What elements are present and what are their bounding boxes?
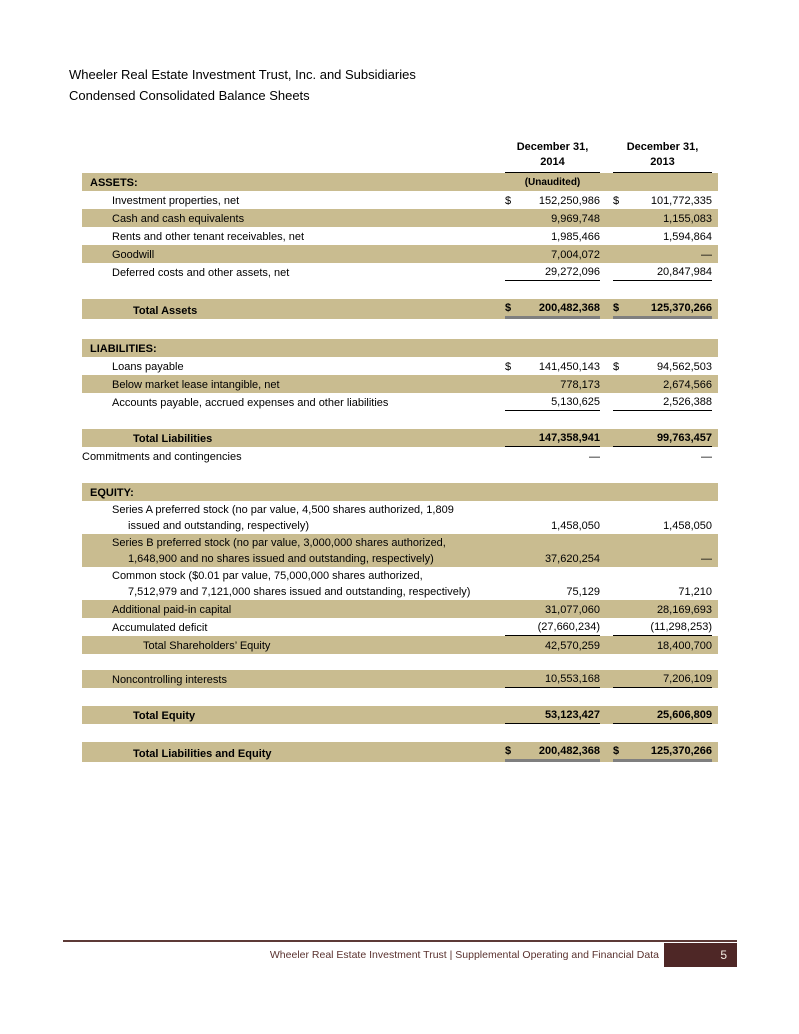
value-number: 10,553,168 bbox=[544, 673, 600, 685]
value-number: 147,358,941 bbox=[538, 432, 600, 444]
row-label bbox=[82, 229, 505, 245]
row-label bbox=[82, 211, 505, 227]
value-number: 20,847,984 bbox=[656, 266, 712, 278]
value-number: 75,129 bbox=[566, 586, 600, 598]
row-assets-header bbox=[82, 173, 718, 191]
value-number: 53,123,427 bbox=[544, 709, 600, 721]
dollar-sign: $ bbox=[613, 302, 620, 314]
row-label bbox=[82, 341, 505, 357]
value-number: 5,130,625 bbox=[551, 396, 600, 408]
column-headers bbox=[82, 140, 718, 173]
row-label bbox=[82, 265, 505, 281]
value-number: 2,526,388 bbox=[663, 396, 712, 408]
row-rents-receivables bbox=[82, 227, 718, 245]
row-label-line1: Additional paid-in capital bbox=[112, 604, 232, 616]
row-label-line1: Total Equity bbox=[133, 710, 196, 722]
value-cell-c1 bbox=[505, 743, 600, 762]
value-cell-c1 bbox=[505, 707, 600, 724]
row-additional-paid-in-capital bbox=[82, 600, 718, 618]
row-total-shareholders-equity bbox=[82, 636, 718, 654]
row-deferred-costs bbox=[82, 263, 718, 281]
row-spacer bbox=[82, 654, 718, 670]
value-cell-c1 bbox=[505, 638, 600, 654]
value-number: 9,969,748 bbox=[551, 213, 600, 225]
value-number: 7,206,109 bbox=[663, 673, 712, 685]
value-cell-c1 bbox=[505, 518, 600, 534]
balance-sheet-table bbox=[82, 140, 718, 762]
value-cell-c1 bbox=[505, 430, 600, 447]
row-spacer bbox=[82, 724, 718, 742]
row-label bbox=[82, 502, 505, 534]
value-cell-c1 bbox=[505, 300, 600, 319]
row-label-line1: Common stock ($0.01 par value, 75,000,000 shares authorized, bbox=[112, 570, 423, 582]
value-cell-c1 bbox=[505, 377, 600, 393]
value-number: 1,458,050 bbox=[551, 520, 600, 532]
document-title bbox=[69, 64, 416, 106]
value-cell-c1 bbox=[505, 449, 600, 465]
row-label-line1: Rents and other tenant receivables, net bbox=[112, 231, 305, 243]
row-label-line1: Accumulated deficit bbox=[112, 622, 208, 634]
value-number: 200,482,368 bbox=[538, 302, 600, 314]
value-cell-c2 bbox=[613, 229, 712, 245]
value-number: — bbox=[701, 249, 712, 261]
row-label-line2: 7,512,979 and 7,121,000 shares issued and outstanding, respectively) bbox=[128, 586, 471, 598]
value-number: 71,210 bbox=[678, 586, 712, 598]
value-cell-c2 bbox=[613, 707, 712, 724]
row-below-market-lease bbox=[82, 375, 718, 393]
document-title-line2: Condensed Consolidated Balance Sheets bbox=[69, 88, 310, 103]
row-common-stock bbox=[82, 567, 718, 600]
row-label bbox=[82, 303, 505, 319]
row-label bbox=[82, 485, 505, 501]
value-number: 37,620,254 bbox=[544, 553, 600, 565]
column-header-2013 bbox=[613, 140, 712, 173]
row-spacer bbox=[82, 281, 718, 299]
column-header-2014-line2: 2014 bbox=[540, 156, 565, 168]
value-cell-c1 bbox=[505, 211, 600, 227]
value-cell-c2 bbox=[613, 377, 712, 393]
value-number: 125,370,266 bbox=[650, 745, 712, 757]
row-label-line1: Series A preferred stock (no par value, 4,500 shares authorized, 1,809 bbox=[112, 504, 454, 516]
dollar-sign: $ bbox=[613, 745, 620, 757]
value-cell-c1 bbox=[505, 671, 600, 688]
value-number: 778,173 bbox=[560, 379, 600, 391]
row-cash-and-equivalents bbox=[82, 209, 718, 227]
row-label bbox=[82, 568, 505, 600]
value-cell-c1 bbox=[505, 619, 600, 636]
row-loans-payable bbox=[82, 357, 718, 375]
row-label-line1: Cash and cash equivalents bbox=[112, 213, 245, 225]
value-number: 29,272,096 bbox=[544, 266, 600, 278]
row-label bbox=[82, 708, 505, 724]
row-label bbox=[82, 175, 505, 191]
row-label-line1: Below market lease intangible, net bbox=[112, 379, 280, 391]
value-number: — bbox=[701, 451, 712, 463]
value-cell-c2 bbox=[613, 300, 712, 319]
value-number: (27,660,234) bbox=[537, 621, 600, 633]
value-number: 152,250,986 bbox=[538, 195, 600, 207]
row-label bbox=[82, 395, 505, 411]
value-cell-c2 bbox=[613, 551, 712, 567]
footer-text: Wheeler Real Estate Investment Trust | Supplemental Operating and Financial Data bbox=[269, 949, 659, 961]
row-total-equity bbox=[82, 706, 718, 724]
row-goodwill bbox=[82, 245, 718, 263]
dollar-sign: $ bbox=[613, 195, 620, 207]
row-total-liabilities-and-equity bbox=[82, 742, 718, 762]
row-label-line1: Accounts payable, accrued expenses and other liabilities bbox=[112, 397, 389, 409]
row-label bbox=[82, 449, 505, 465]
row-equity-header bbox=[82, 483, 718, 501]
row-spacer bbox=[82, 688, 718, 706]
row-label-line1: Deferred costs and other assets, net bbox=[112, 267, 290, 279]
value-number: 7,004,072 bbox=[551, 249, 600, 261]
column-header-2013-line2: 2013 bbox=[650, 156, 675, 168]
document-title-line1: Wheeler Real Estate Investment Trust, Inc. and Subsidiaries bbox=[69, 67, 416, 82]
value-number: 99,763,457 bbox=[656, 432, 712, 444]
row-spacer bbox=[82, 465, 718, 483]
value-cell-c2 bbox=[613, 430, 712, 447]
value-number: 101,772,335 bbox=[650, 195, 712, 207]
value-cell-c1 bbox=[505, 229, 600, 245]
row-label bbox=[82, 359, 505, 375]
value-cell-c2 bbox=[613, 518, 712, 534]
value-number: 25,606,809 bbox=[656, 709, 712, 721]
value-cell-c2 bbox=[613, 359, 712, 375]
row-label bbox=[82, 535, 505, 567]
row-liabilities-header bbox=[82, 339, 718, 357]
column-header-2014-line1: December 31, bbox=[516, 141, 589, 153]
row-label bbox=[82, 247, 505, 263]
value-number: 1,594,864 bbox=[663, 231, 712, 243]
row-series-a-preferred bbox=[82, 501, 718, 534]
footer-divider-line bbox=[63, 940, 737, 942]
row-label-line2: 1,648,900 and no shares issued and outstanding, respectively) bbox=[128, 553, 434, 565]
row-noncontrolling-interests bbox=[82, 670, 718, 688]
value-number: 42,570,259 bbox=[544, 640, 600, 652]
value-cell-c2 bbox=[613, 743, 712, 762]
value-cell-c2 bbox=[613, 264, 712, 281]
value-cell-c1 bbox=[505, 193, 600, 209]
row-spacer bbox=[82, 319, 718, 339]
dollar-sign: $ bbox=[505, 745, 512, 757]
value-cell-c2 bbox=[613, 638, 712, 654]
row-accounts-payable bbox=[82, 393, 718, 411]
value-number: — bbox=[589, 451, 600, 463]
row-commitments-contingencies bbox=[82, 447, 718, 465]
row-label-line1: Total Liabilities and Equity bbox=[133, 748, 272, 760]
row-label bbox=[82, 377, 505, 393]
dollar-sign: $ bbox=[505, 195, 512, 207]
value-cell-c2 bbox=[613, 671, 712, 688]
value-number: 18,400,700 bbox=[656, 640, 712, 652]
value-number: 2,674,566 bbox=[663, 379, 712, 391]
value-number: 1,458,050 bbox=[663, 520, 712, 532]
value-number: 94,562,503 bbox=[656, 361, 712, 373]
value-number: 125,370,266 bbox=[650, 302, 712, 314]
value-cell-c1 bbox=[505, 247, 600, 263]
value-cell-c1 bbox=[505, 584, 600, 600]
value-cell-c2 bbox=[613, 619, 712, 636]
dollar-sign: $ bbox=[613, 361, 620, 373]
row-total-assets bbox=[82, 299, 718, 319]
row-label-line1: Noncontrolling interests bbox=[112, 674, 227, 686]
footer-bar bbox=[0, 943, 799, 967]
value-number: 200,482,368 bbox=[538, 745, 600, 757]
row-series-b-preferred bbox=[82, 534, 718, 567]
row-label bbox=[82, 746, 505, 762]
value-cell-c2 bbox=[613, 602, 712, 618]
row-total-liabilities bbox=[82, 429, 718, 447]
row-label-line1: Goodwill bbox=[112, 249, 155, 261]
value-cell-c2 bbox=[613, 211, 712, 227]
value-cell-c2 bbox=[613, 394, 712, 411]
table-body bbox=[82, 173, 718, 762]
value-cell-c1 bbox=[505, 394, 600, 411]
value-number: (11,298,253) bbox=[650, 621, 712, 633]
value-number: 1,155,083 bbox=[663, 213, 712, 225]
page-number-badge: 5 bbox=[664, 943, 737, 967]
row-label bbox=[82, 602, 505, 618]
column-header-2013-line1: December 31, bbox=[626, 141, 699, 153]
dollar-sign: $ bbox=[505, 302, 512, 314]
row-label bbox=[82, 620, 505, 636]
value-number: 1,985,466 bbox=[551, 231, 600, 243]
page-footer bbox=[0, 940, 799, 967]
row-label bbox=[82, 193, 505, 209]
row-label bbox=[82, 672, 505, 688]
row-label-line1: Commitments and contingencies bbox=[82, 451, 242, 463]
row-label-line1: Loans payable bbox=[112, 361, 184, 373]
row-label-line1: LIABILITIES: bbox=[90, 343, 157, 355]
value-number: 31,077,060 bbox=[544, 604, 600, 616]
value-number: — bbox=[701, 553, 712, 565]
value-cell-c2 bbox=[613, 584, 712, 600]
row-label-line1: Total Assets bbox=[133, 305, 198, 317]
value-number: 28,169,693 bbox=[656, 604, 712, 616]
value-cell-c1 bbox=[505, 551, 600, 567]
row-investment-properties bbox=[82, 191, 718, 209]
row-spacer bbox=[82, 411, 718, 429]
row-label-line1: Series B preferred stock (no par value, 3,000,000 shares authorized, bbox=[112, 537, 446, 549]
row-accumulated-deficit bbox=[82, 618, 718, 636]
value-cell-c2 bbox=[613, 247, 712, 263]
value-number: 141,450,143 bbox=[538, 361, 600, 373]
row-label-line2: issued and outstanding, respectively) bbox=[128, 520, 309, 532]
row-label bbox=[82, 431, 505, 447]
value-cell-c2 bbox=[613, 193, 712, 209]
row-label-line1: ASSETS: bbox=[90, 177, 138, 189]
row-label-line1: EQUITY: bbox=[90, 487, 134, 499]
value-cell-c2 bbox=[613, 449, 712, 465]
row-label-line1: Total Shareholders’ Equity bbox=[143, 640, 271, 652]
value-cell-c1 bbox=[505, 602, 600, 618]
row-label bbox=[82, 638, 505, 654]
value-cell-c1 bbox=[505, 264, 600, 281]
row-label-line1: Investment properties, net bbox=[112, 195, 240, 207]
row-label-line1: Total Liabilities bbox=[133, 433, 213, 445]
column-header-2014 bbox=[505, 140, 600, 173]
value-cell-c1 bbox=[505, 359, 600, 375]
unaudited-note: (Unaudited) bbox=[524, 177, 581, 188]
dollar-sign: $ bbox=[505, 361, 512, 373]
